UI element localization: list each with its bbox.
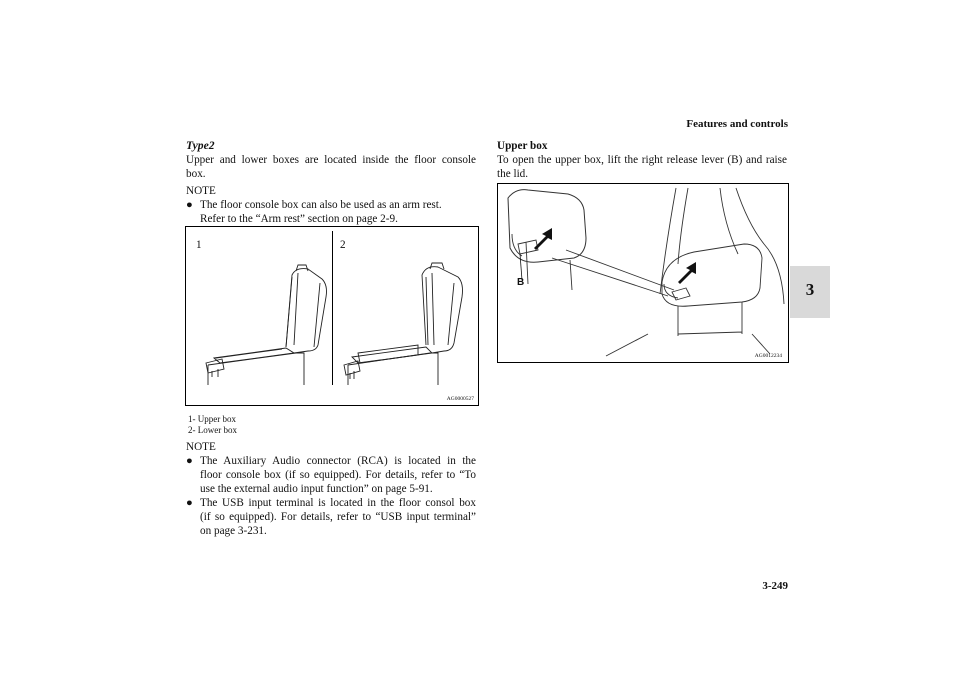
figure-legend xyxy=(188,414,237,436)
figure-label-2: 2 xyxy=(340,239,346,251)
note-2-b2-line-2: (if so equipped). For details, refer to “USB input terminal” xyxy=(200,511,476,523)
page-number: 3-249 xyxy=(762,580,788,592)
left-column xyxy=(186,139,476,181)
section-title: Features and controls xyxy=(686,118,788,130)
upper-box-line-2: the lid. xyxy=(497,168,529,180)
console-box-illustration xyxy=(186,227,478,405)
bullet-icon: ● xyxy=(186,497,193,509)
note-2-b1-line-3: use the external audio input function” on page 5-91. xyxy=(200,483,433,495)
figure-code: AG0012234 xyxy=(754,353,782,359)
bullet-icon: ● xyxy=(186,199,193,211)
right-column xyxy=(497,139,787,181)
intro-line-2: box. xyxy=(186,168,206,180)
note-2-b2-line-1: The USB input terminal is located in the floor consol box xyxy=(200,497,476,509)
note-1 xyxy=(186,184,476,226)
chapter-tab-number: 3 xyxy=(805,280,815,299)
type2-heading: Type2 xyxy=(186,139,215,152)
upper-box-line-1: To open the upper box, lift the right release lever (B) and raise xyxy=(497,154,787,166)
note-1-line-1: The floor console box can also be used as an arm rest. xyxy=(200,199,442,211)
intro-line-1: Upper and lower boxes are located inside the floor console xyxy=(186,154,476,166)
callout-b: B xyxy=(517,277,525,288)
figure-code: AG0000527 xyxy=(446,396,474,402)
note-2 xyxy=(186,440,476,538)
note-1-bullet xyxy=(186,198,476,226)
note-2-bullet-2 xyxy=(186,496,476,538)
note-2-label: NOTE xyxy=(186,441,216,453)
note-2-b1-line-2: floor console box (if so equipped). For details, refer to “To xyxy=(200,469,476,481)
note-1-label: NOTE xyxy=(186,185,216,197)
bullet-icon: ● xyxy=(186,455,193,467)
note-1-line-2: Refer to the “Arm rest” section on page 2-9. xyxy=(200,213,398,225)
upper-box-heading: Upper box xyxy=(497,140,548,152)
note-2-b1-line-1: The Auxiliary Audio connector (RCA) is located in the xyxy=(200,455,476,467)
upper-box-illustration xyxy=(498,184,788,362)
console-box-figure xyxy=(185,226,479,406)
figure-label-1: 1 xyxy=(196,239,202,251)
note-2-bullet-1 xyxy=(186,454,476,496)
legend-item-2: 2- Lower box xyxy=(188,425,237,435)
legend-item-1: 1- Upper box xyxy=(188,414,236,424)
upper-box-figure xyxy=(497,183,789,363)
note-2-b2-line-3: on page 3-231. xyxy=(200,525,267,537)
